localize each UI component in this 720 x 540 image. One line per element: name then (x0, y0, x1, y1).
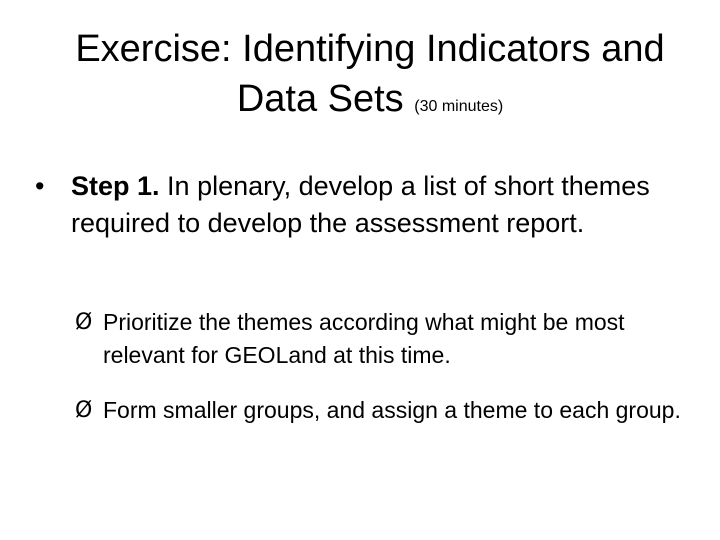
slide-title-main: Exercise: Identifying Indicators and Data Sets (75, 28, 665, 120)
sub-bullet-prioritize (75, 306, 695, 372)
sub-bullet-text: Prioritize the themes according what might be most relevant for GEOLand at this time. (103, 309, 625, 368)
arrow-bullet-icon: Ø (75, 398, 93, 423)
arrow-bullet-icon: Ø (75, 310, 93, 335)
bullet-marker: • (35, 171, 45, 201)
sub-bullet-groups (75, 394, 695, 427)
main-bullet-body (71, 168, 691, 242)
sub-bullet-text: Form smaller groups, and assign a theme to each group. (103, 397, 681, 423)
step-label: Step 1. (71, 171, 160, 201)
slide-title-note: (30 minutes) (414, 98, 504, 115)
slide-title (30, 24, 710, 132)
main-bullet-text: In plenary, develop a list of short themes required to develop the assessment report. (71, 171, 650, 238)
